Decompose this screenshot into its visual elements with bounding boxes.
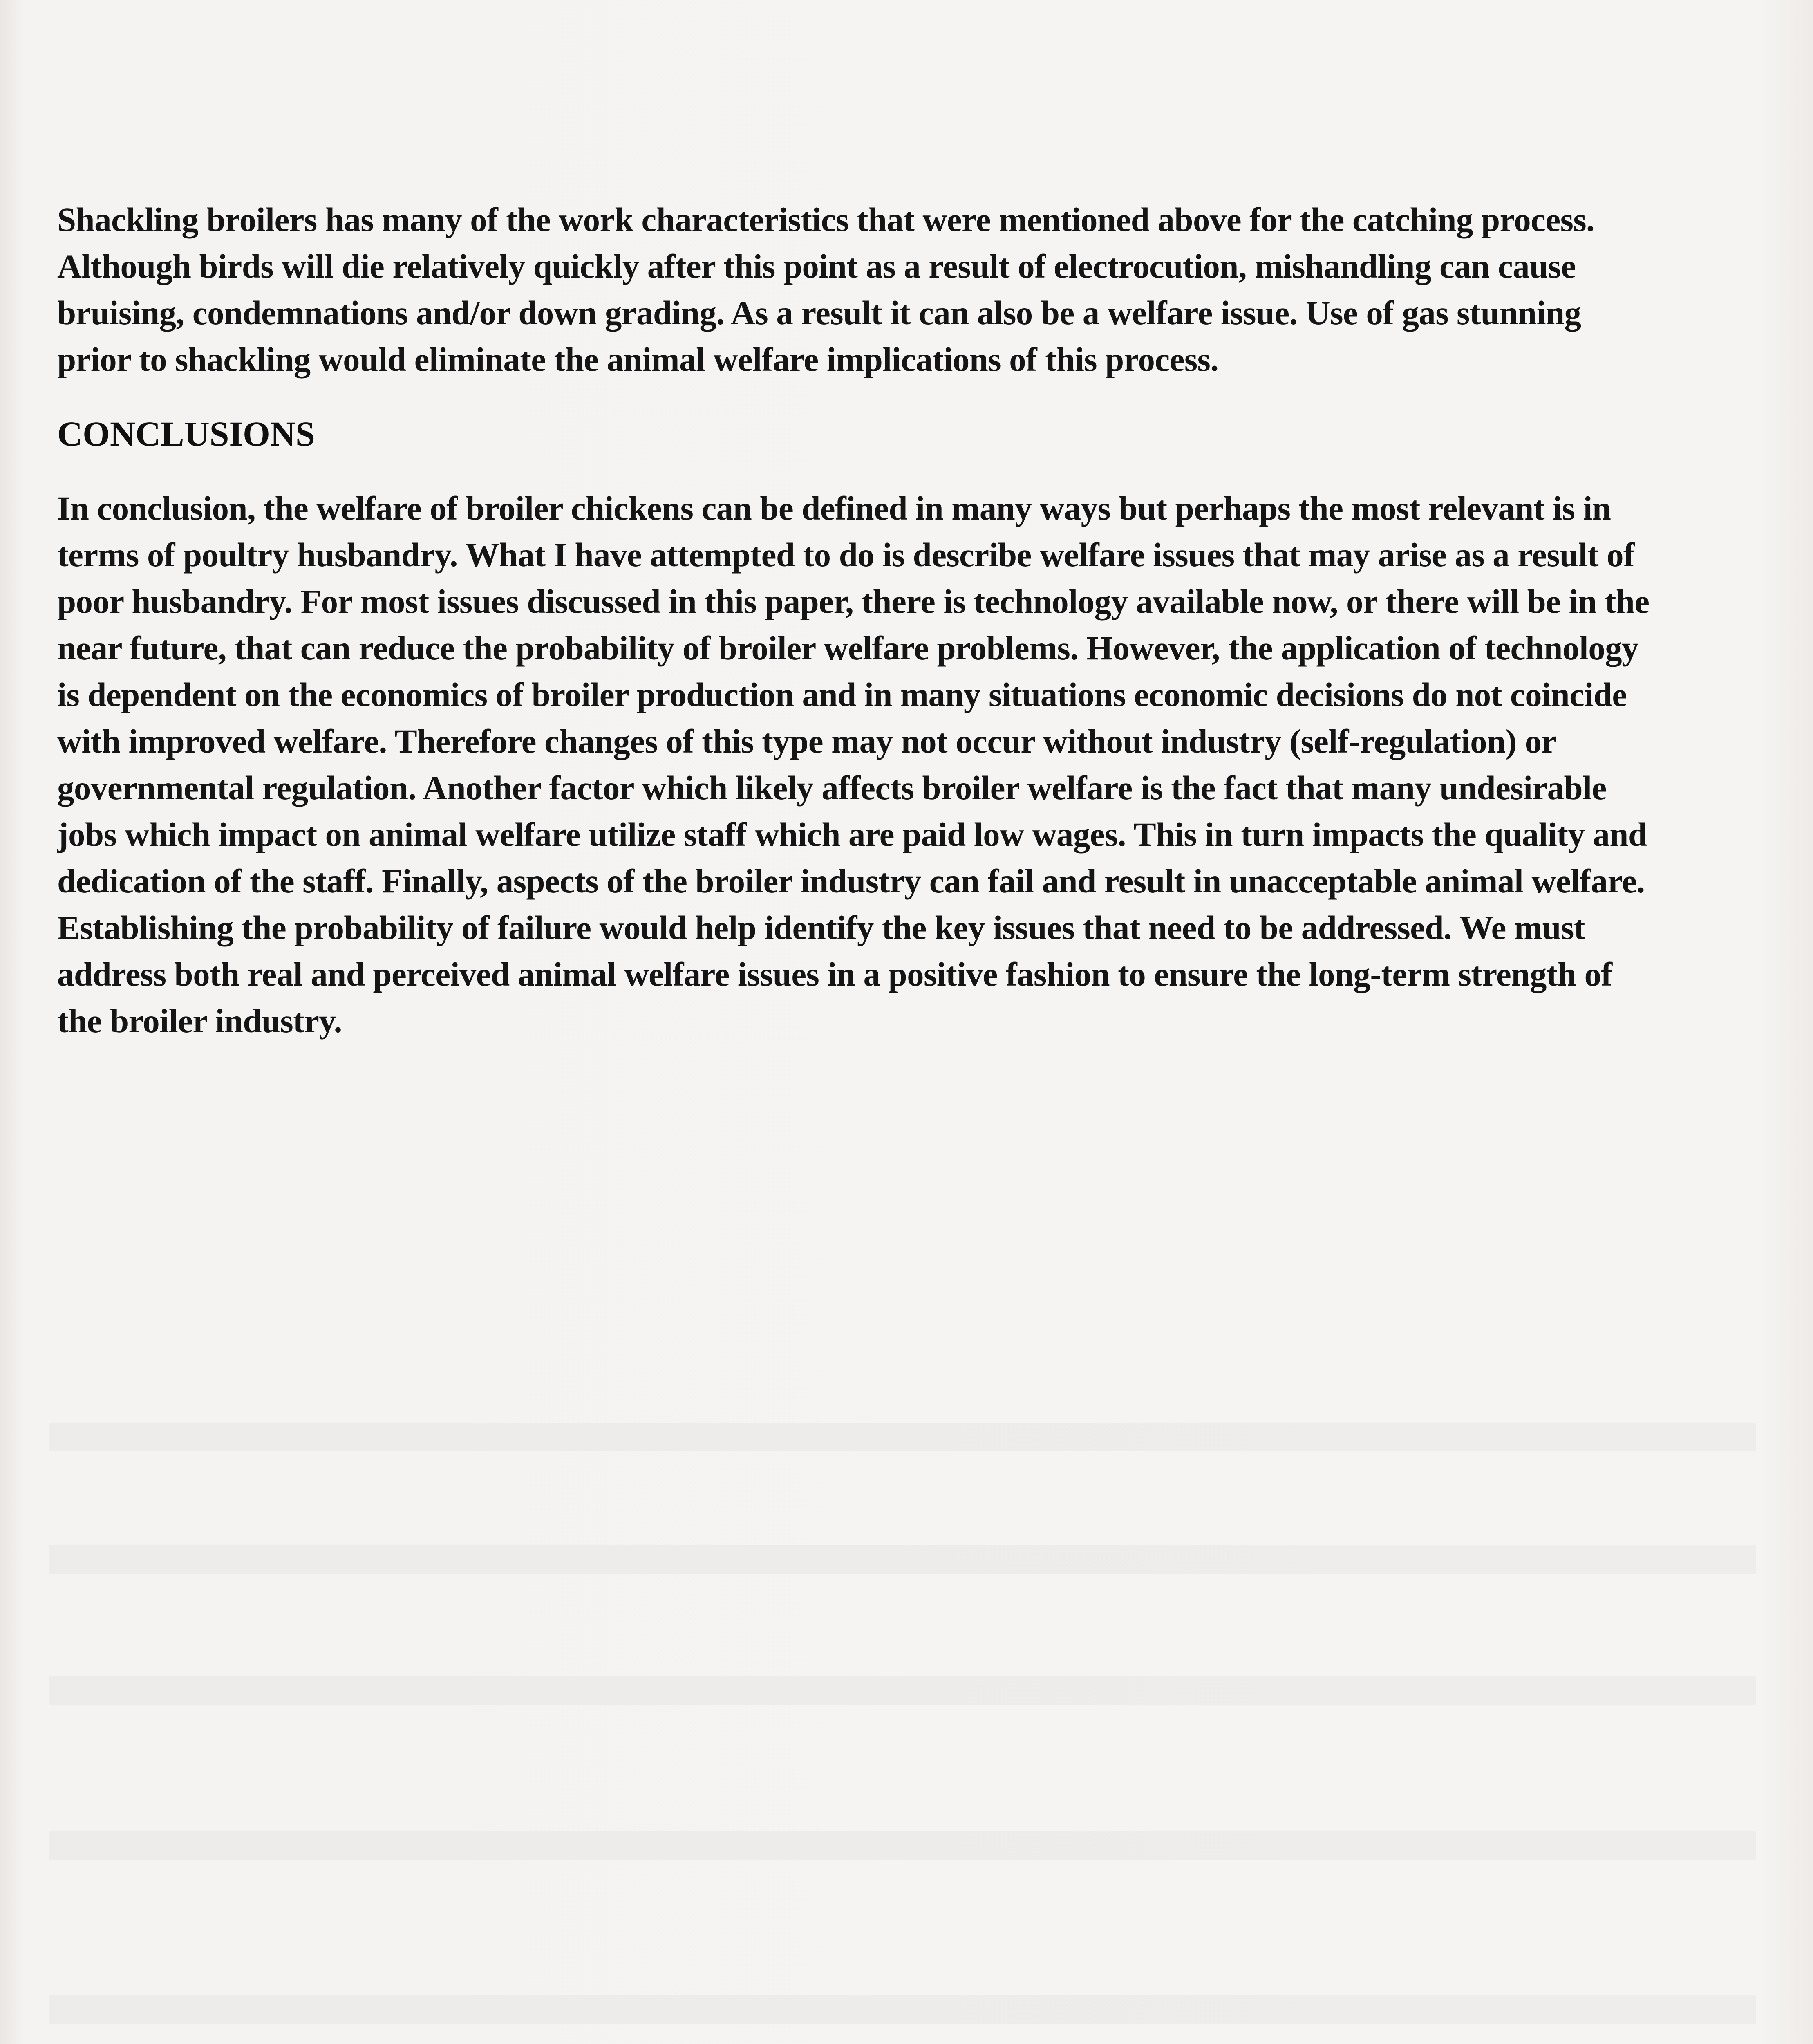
paragraph-shackling: Shackling broilers has many of the work characteristics that were mentioned above for the catching process. Although birds will die relatively quickly after this point as a result of electrocution, mishandling can cause bruising, condemnations and/or down grading. As a result it can also be a welfare issue. Use of gas stunning prior to shackling would eliminate the animal welfare implications of this process. — [57, 201, 1595, 378]
section-heading-conclusions: CONCLUSIONS — [57, 414, 315, 453]
paragraph-conclusions: In conclusion, the welfare of broiler chickens can be defined in many ways but perhaps the most relevant is in terms of poultry husbandry. What I have attempted to do is describe welfare issues that may arise as a result of poor husbandry. For most issues discussed in this paper, there is technology available now, or there will be in the near future, that can reduce the probability of broiler welfare problems. However, the application of technology is dependent on the economics of broiler production and in many situations economic decisions do not coincide with improved welfare. Therefore changes of this type may not occur without industry (self-regulation) or governmental regulation. Another factor which likely affects broiler welfare is the fact that many undesirable jobs which impact on animal welfare utilize staff which are paid low wages. This in turn impacts the quality and dedication of the staff. Finally, aspects of the broiler industry can fail and result in unacceptable animal welfare. Establishing the probability of failure would help identify the key issues that need to be addressed. We must address both real and perceived animal welfare issues in a positive fashion to ensure the long-term strength of the broiler industry. — [57, 489, 1650, 1040]
page-content — [57, 196, 1651, 1044]
